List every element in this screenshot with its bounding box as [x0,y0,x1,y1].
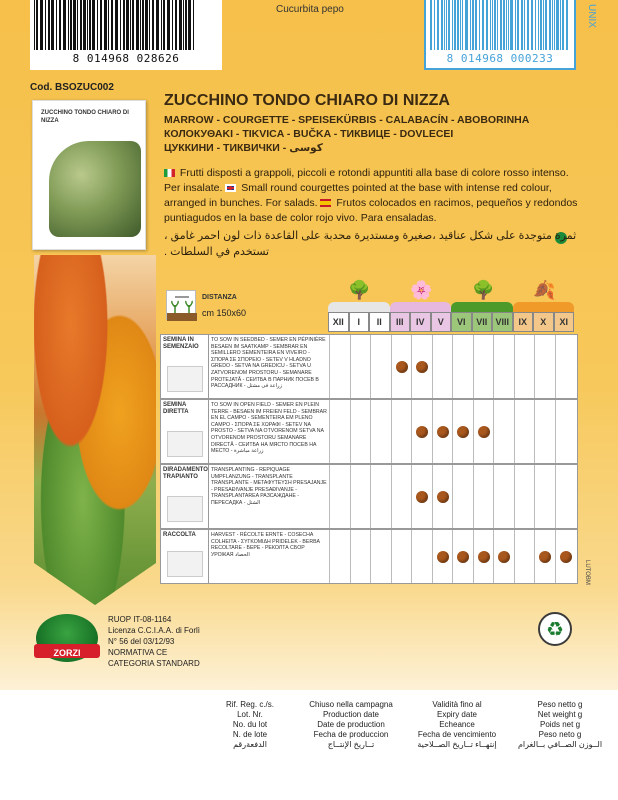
barcode-bar [59,0,61,50]
spain-flag-icon [320,199,331,207]
company-info [108,614,200,669]
barcode-bar [56,0,57,50]
company-line-2: Licenza C.C.I.A.A. di Forlì [108,626,201,635]
barcode-bar [515,0,516,50]
month-cell [534,400,555,463]
unix-label: UNIX [586,4,597,28]
phase-label-cell [161,530,209,583]
footer-line: الدفعةرقم [233,740,267,749]
phase-title: RACCOLTA [163,532,196,538]
month-iv: IV [410,312,431,332]
month-cell [329,530,350,583]
phase-title: SEMINA DIRETTA [163,402,189,415]
barcode-bar [175,0,177,50]
seed-dot-icon [437,491,449,503]
month-iii: III [390,312,411,332]
barcode-bar [454,0,456,50]
month-cell [370,400,391,463]
barcode-bar [97,0,98,50]
barcode-bar [45,0,46,50]
phase-description: TRANSPLANTING - REPIQUAGE UMPFLANZUNG - TRANSPLANTE TRANSPLANTE - ΜΕΤΑΦΥΤΕΥΣΗ PRESAJANJE - PRESAĐIVANJE PRESAĐIVANJE - TRANSPLANTAREA РАЗСАЖДАНЕ - ПЕРЕСАДКА - الشتل [211,467,327,506]
footer-line: Expiry date [436,710,478,719]
footer-line: Rif. Reg. c./s. [225,700,274,709]
phase-description: TO SOW IN SEEDBED - SEMER EN PÉPINIÈRE BESAEN IM SAATKAMP - SEMBRAR EN SEMILLERO SEMENTEIRA EN VIVEIRO - ΣΠΟΡΑ ΣΕ ΣΠΟΡΕΙΟ - SETEV V HLADNO GREDO - SETVA NA GREDICU - SETVA U ZATVORENOM PROSTORU - SEMANARE PROTEJATĂ - СЕИТБА В ПАРНИК ПОСЕВ В РАССАДНИК - زراعة فى مشتل [211,337,326,390]
packet-thumbnail [32,100,146,250]
barcode-bar [460,0,461,50]
product-code: Cod. BSOZUC002 [30,82,114,93]
barcode-bar [462,0,464,50]
barcode-bar [48,0,50,50]
footer-line: Validità fino al [432,700,482,709]
barcode-bar [77,0,78,50]
barcode-bar [179,0,182,50]
month-cell [514,530,535,583]
uk-flag-icon [225,184,236,192]
month-cell [391,530,412,583]
species-name: Cucurbita pepo [276,4,344,15]
barcode-bar [111,0,113,50]
phase-label-cell [161,400,209,463]
month-cell [411,465,432,528]
barcode-bar [183,0,184,50]
month-cell [514,335,535,398]
phase-illustration-icon [167,496,203,522]
barcode-bar [36,0,38,50]
footer-line: Fecha de produccion [313,730,389,739]
barcode-bar [524,0,525,50]
month-cell [534,465,555,528]
names-line-1: MARROW - COURGETTE - SPEISEKÜRBIS - CALABACÍN - ABOBORINHA [164,114,530,126]
description-ar: ثمرة متوجدة على شكل عناقيد ،صغيرة ومستديرة محدبة على القاعدة ذات لون احمر غامق ، تستخدم في السلطات . [164,230,577,258]
month-vii: VII [472,312,493,332]
seedling-spacing-icon [167,291,197,321]
month-cell [555,400,576,463]
month-cell [329,465,350,528]
footer-line: Chiuso nella campagna [309,700,393,709]
month-cell [432,530,453,583]
phase-month-grid [329,335,575,398]
barcode-bar [172,0,173,50]
barcode-bar [89,0,91,50]
barcode-bar [185,0,187,50]
spring-tree-icon: 🌸 [410,280,433,300]
company-line-1: RUOP IT-08-1164 [108,615,172,624]
footer-line: Peso netto g [537,700,583,709]
month-v: V [431,312,452,332]
barcode-bar [552,0,553,50]
barcode-bar [517,0,519,50]
barcode-bar [120,0,121,50]
barcode-bar [87,0,88,50]
footer-weight-column [505,700,615,750]
barcode-bar [508,0,510,50]
barcode-left-number: 8 014968 028626 [72,52,180,65]
barcode-bar [452,0,453,50]
barcode-bar [543,0,544,50]
month-cell [473,530,494,583]
season-band-summer [451,302,513,312]
product-names [164,113,584,155]
barcode-right [424,0,576,70]
barcode-bar [506,0,507,50]
barcode-bar [500,0,502,50]
footer-line: Date de production [317,720,385,729]
phase-label-cell [161,335,209,398]
barcode-bar [503,0,505,50]
barcode-bar [92,0,95,50]
sowing-calendar [160,282,578,572]
month-cell [432,465,453,528]
barcode-bar [100,0,102,50]
barcode-bar [123,0,125,50]
month-cell [411,335,432,398]
autumn-tree-icon: 🍂 [533,280,556,300]
barcode-bar [68,0,69,50]
month-cell [370,335,391,398]
barcode-bar [490,0,491,50]
barcode-bar [549,0,551,50]
month-cell [555,335,576,398]
month-cell [555,465,576,528]
season-band-spring [390,302,452,312]
barcode-bar [472,0,474,50]
month-cell [411,530,432,583]
zorzi-logo-text: ZORZI [53,648,81,658]
italy-flag-icon [164,169,175,177]
barcode-bar [554,0,556,50]
description-es: Frutos colocados en racimos, pequeños y redondos puntiagudos en la base de color rojo vivo. Para ensaladas. [164,197,578,224]
phase-illustration-icon [167,366,203,392]
season-band-autumn [513,302,575,312]
footer-line: Lot. Nr. [237,710,263,719]
barcode-bar [457,0,459,50]
month-cell [391,400,412,463]
barcode-bar [161,0,162,50]
names-line-2: КОЛОКУΘΑΚΙ - TIKVICA - BUČKA - ТИКВИЦЕ - DOVLECEI [164,128,454,140]
packet-footer [0,700,618,760]
barcode-bar [465,0,467,50]
phase-description: HARVEST - RÉCOLTE ERNTE - COSECHA COLHEITA - ΣΥΓΚΟΜΙΔΗ PRIDELEK - BERBA RECOLTARE - БЕРЕ - РЕКОЛТА СБОР УРОЖАЯ الحصاد [211,532,320,558]
month-viii: VIII [492,312,513,332]
phase-row [160,399,578,464]
barcode-bar [130,0,131,50]
month-cell [555,530,576,583]
seed-dot-icon [416,361,428,373]
month-cell [370,465,391,528]
barcode-bar [444,0,445,50]
summer-tree-icon: 🌳 [472,280,495,300]
month-vi: VI [451,312,472,332]
vegetables-illustration [34,255,156,605]
phase-label-cell [161,465,209,528]
footer-expiry-column [402,700,512,750]
distance-icon [166,290,196,320]
barcode-bar [193,0,194,50]
barcode-bar [494,0,496,50]
description [164,166,584,226]
barcode-bar [140,0,141,50]
month-cell [493,335,514,398]
month-cell [452,530,473,583]
month-cell [329,400,350,463]
barcode-bar [142,0,144,50]
distance-label: DISTANZA [202,294,237,301]
thumbnail-title: ZUCCHINO TONDO CHIARO DI NIZZA [41,110,129,124]
footer-line: No. du lot [232,720,268,729]
month-cell [391,335,412,398]
seed-dot-icon [457,551,469,563]
company-line-3: N° 56 del 03/12/93 [108,637,175,646]
phase-description: TO SOW IN OPEN FIELD - SEMER EN PLEIN TERRE - BESAEN IM FREIEN FELD - SEMBRAR EN EL CAMPO - SEMENTEIRA EM PLENO CAMPO - ΣΠΟΡΑ ΣΕ ΧΩΡΑΦΙ - SETEV NA PROSTO - SETVA NA OTVORENOM SETVA NA OTVORENOM PROSTORU SEMANARE DIRECTĂ - СЕИТБА НА МЯСТО ПОСЕВ НА МЕСТО - زراعة مباشرة [211,402,327,455]
month-xii: XII [328,312,349,332]
winter-tree-icon: 🌳 [348,280,371,300]
barcode-bar [188,0,191,50]
barcode-bar [70,0,72,50]
month-cell [473,335,494,398]
month-cell [329,335,350,398]
month-cell [452,400,473,463]
barcode-bar [34,0,35,50]
company-line-4: NORMATIVA CE [108,648,168,657]
phase-illustration-icon [167,551,203,577]
barcode-bar [434,0,435,50]
seed-dot-icon [437,551,449,563]
phase-month-grid [329,400,575,463]
barcode-bar [136,0,139,50]
month-cell [473,465,494,528]
month-cell [350,465,371,528]
month-ii: II [369,312,390,332]
barcode-bar [521,0,523,50]
barcode-bar [475,0,477,50]
month-cell [493,530,514,583]
barcode-bar [437,0,439,50]
barcode-bar [535,0,536,50]
description-en: Small round courgettes pointed at the base with intense red colour, arranged in bunches. For salads. [164,182,552,209]
seed-dot-icon [457,426,469,438]
barcode-bar [149,0,150,50]
barcode-bar [560,0,561,50]
barcode-bar [510,0,512,50]
footer-production-column [296,700,406,750]
barcode-bar [132,0,134,50]
top-area [0,0,618,80]
seed-dot-icon [478,426,490,438]
seed-dot-icon [539,551,551,563]
month-cell [350,400,371,463]
month-cell [391,465,412,528]
footer-line: Peso neto g [538,730,582,739]
barcode-bar [51,0,54,50]
seed-dot-icon [437,426,449,438]
barcode-bars-right [430,0,570,50]
barcode-bar [156,0,159,50]
barcode-bar [556,0,558,50]
barcode-bar [545,0,547,50]
season-band-winter [328,302,390,312]
barcode-bars-left [34,0,218,50]
barcode-bar [152,0,154,50]
barcode-bar [470,0,471,50]
month-xi: XI [554,312,575,332]
barcode-bar [527,0,529,50]
seed-dot-icon [498,551,510,563]
zucchini-photo [49,141,141,237]
phase-month-grid [329,465,575,528]
names-line-3: ЦУККИНИ - ТИКВИЧКИ - كوسى [164,142,323,154]
phase-row [160,529,578,584]
barcode-bar [80,0,82,50]
barcode-bar [538,0,540,50]
month-cell [452,335,473,398]
barcode-bar [479,0,480,50]
month-cell [534,335,555,398]
month-i: I [349,312,370,332]
footer-line: Fecha de vencimiento [417,730,497,739]
month-cell [473,400,494,463]
barcode-right-number: 8 014968 000233 [446,52,554,65]
barcode-left [30,0,222,70]
barcode-bar [562,0,564,50]
seed-dot-icon [560,551,572,563]
barcode-bar [163,0,165,50]
phase-month-grid [329,530,575,583]
month-cell [493,400,514,463]
footer-line: إنتهــاء تــاريخ الصــلاحية [417,740,497,749]
month-cell [350,335,371,398]
footer-line: الــوزن الصــافي بــالغرام [517,740,603,749]
footer-line: Net weight g [537,710,583,719]
month-cell [452,465,473,528]
barcode-bar [63,0,66,50]
barcode-bar [115,0,118,50]
barcode-bar [566,0,568,50]
month-cell [432,400,453,463]
barcode-bar [40,0,43,50]
month-cell [534,530,555,583]
month-cell [493,465,514,528]
barcode-bar [73,0,76,50]
month-cell [370,530,391,583]
barcode-bar [482,0,484,50]
barcode-bar [126,0,129,50]
barcode-bar [83,0,86,50]
company-line-5: CATEGORIA STANDARD [108,659,200,668]
month-ix: IX [513,312,534,332]
barcode-bar [540,0,542,50]
month-x: X [533,312,554,332]
phase-row [160,464,578,529]
month-cell [514,400,535,463]
description-it: Frutti disposti a grappoli, piccoli e rotondi appuntiti alla base di colore rosso intenso. Per insalate. [164,167,569,194]
month-cell [432,335,453,398]
seed-dot-icon [478,551,490,563]
barcode-bar [486,0,488,50]
seed-dot-icon [416,426,428,438]
barcode-bar [167,0,170,50]
phase-title: SEMINA IN SEMENZAIO [163,337,199,350]
month-cell [514,465,535,528]
footer-line: تــاريخ الإنتــاج [327,740,375,749]
footer-line: Production date [322,710,380,719]
footer-line: Poids net g [539,720,581,729]
barcode-bar [492,0,494,50]
footer-line: N. de lote [232,730,268,739]
month-header [328,312,574,332]
month-cell [350,530,371,583]
barcode-bar [497,0,498,50]
barcode-bar [531,0,533,50]
phase-title: DIRADAMENTO TRAPIANTO [163,467,208,480]
barcode-bar [430,0,432,50]
distance-value: cm 150x60 [202,308,247,318]
phase-row [160,334,578,399]
product-title: ZUCCHINO TONDO CHIARO DI NIZZA [164,92,450,109]
month-cell [411,400,432,463]
side-code: LUTOBM [584,560,590,585]
barcode-bar [108,0,109,50]
barcode-bar [104,0,107,50]
footer-line: Echeance [439,720,475,729]
barcode-bar [448,0,450,50]
barcode-bar [441,0,443,50]
barcode-bar [446,0,448,50]
seed-dot-icon [416,491,428,503]
recycle-icon: ♻ [538,612,572,646]
footer-lot-column [200,700,300,750]
barcode-bar [145,0,148,50]
seed-dot-icon [396,361,408,373]
phase-illustration-icon [167,431,203,457]
